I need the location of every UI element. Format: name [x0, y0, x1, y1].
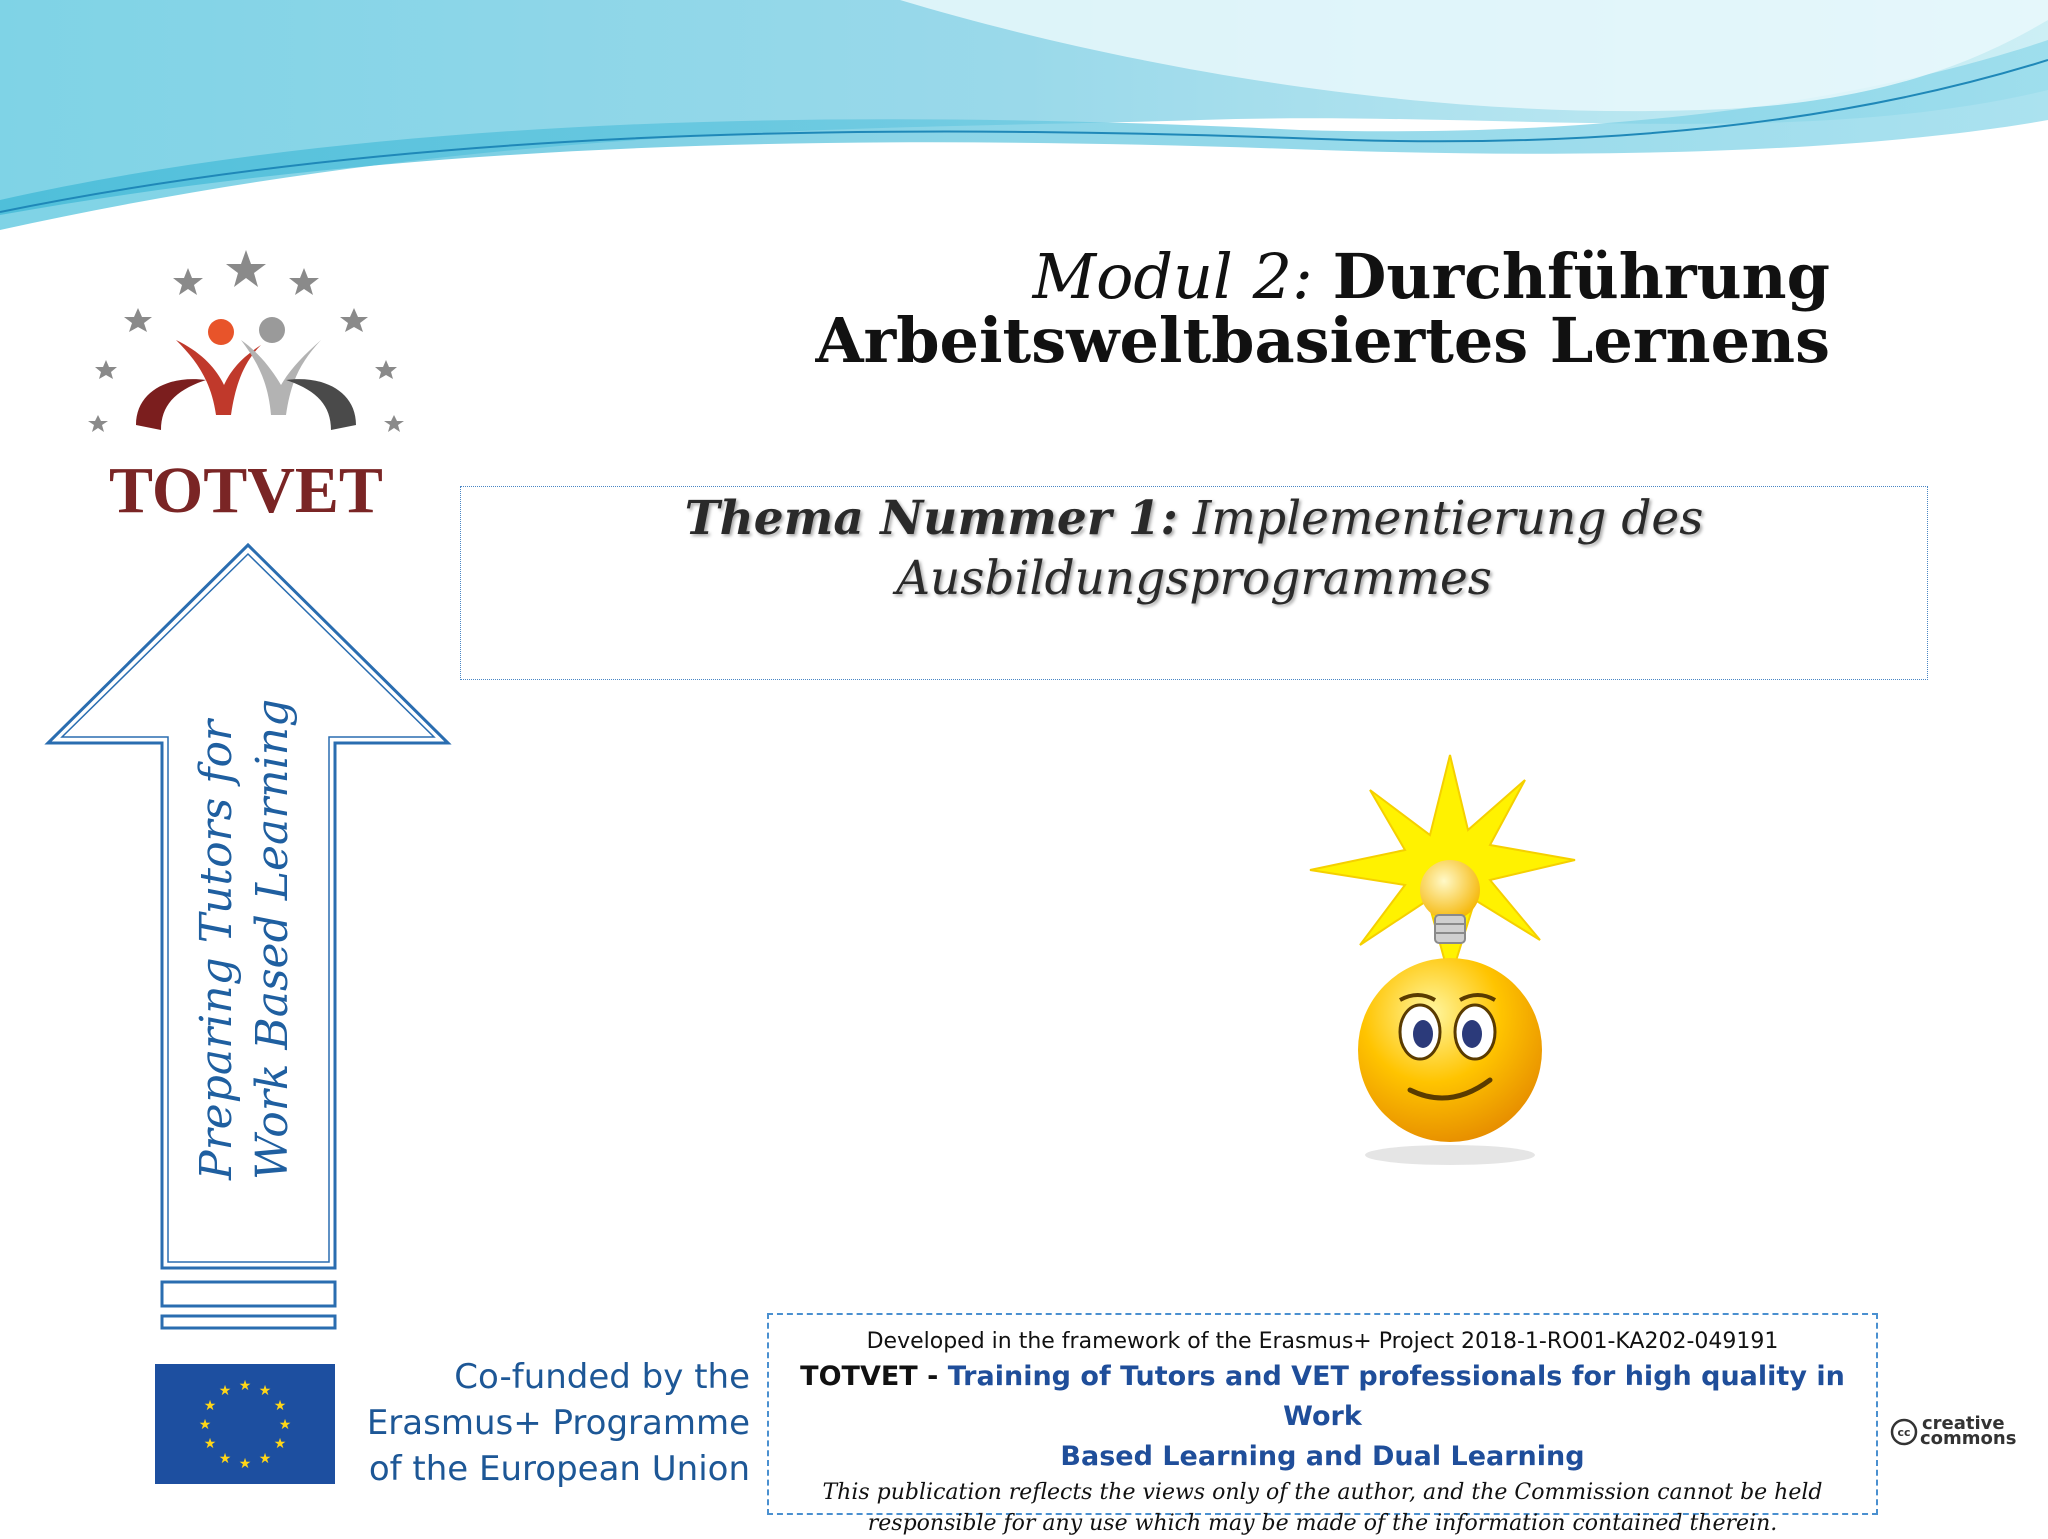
module-label: Modul 2: — [1032, 240, 1313, 313]
eu-flag-icon — [155, 1364, 335, 1484]
svg-text:★: ★ — [238, 1456, 252, 1472]
topic-name-line2: Ausbildungsprogrammes — [896, 551, 1492, 606]
tagline — [175, 698, 315, 1180]
project-desc-line2: Based Learning and Dual Learning — [1060, 1441, 1585, 1472]
developed-text: Developed in the framework of the Erasmus+ Project 2018-1-RO01-KA202-049191 — [866, 1329, 1779, 1354]
disclaimer-line2: responsible for any use which may be made of the information contained therein. — [867, 1511, 1778, 1536]
eu-cofunded-text — [360, 1354, 750, 1492]
topic-name-line1: Implementierung des — [1192, 491, 1704, 546]
tagline-line2: Work Based Learning — [247, 698, 298, 1180]
totvet-logo — [76, 240, 416, 530]
module-name-line1: Durchführung — [1332, 240, 1830, 313]
logo-text: TOTVET — [109, 454, 383, 527]
header-wave-decoration — [0, 0, 2048, 240]
svg-text:cc: cc — [1897, 1426, 1911, 1439]
svg-text:★: ★ — [258, 1451, 272, 1467]
disclaimer-line1: This publication reflects the views only of the author, and the Commission cannot be held — [822, 1480, 1823, 1505]
svg-text:★: ★ — [273, 1398, 287, 1414]
slide-title — [815, 240, 1830, 377]
svg-text:★: ★ — [258, 1383, 272, 1399]
svg-text:★: ★ — [203, 1436, 217, 1452]
lightbulb-smiley-icon — [1300, 750, 1600, 1180]
svg-text:creative: creative — [1922, 1413, 2005, 1434]
module-name-line2: Arbeitsweltbasiertes Lernens — [815, 304, 1830, 377]
svg-text:★: ★ — [203, 1398, 217, 1414]
eu-line2: Erasmus+ Programme — [366, 1403, 750, 1443]
topic-label: Thema Nummer 1: — [684, 491, 1178, 546]
svg-text:★: ★ — [278, 1417, 292, 1433]
svg-text:★: ★ — [273, 1436, 287, 1452]
svg-text:★: ★ — [218, 1451, 232, 1467]
credit-box — [767, 1313, 1878, 1536]
svg-text:★: ★ — [198, 1417, 212, 1433]
eu-line3: of the European Union — [368, 1449, 750, 1489]
topic-box — [460, 486, 1928, 680]
tagline-line1: Preparing Tutors for — [191, 720, 242, 1180]
project-title — [769, 1357, 1876, 1437]
svg-text:commons: commons — [1920, 1428, 2017, 1449]
eu-line1: Co-funded by the — [454, 1357, 750, 1397]
project-name: TOTVET - — [800, 1361, 939, 1392]
svg-text:★: ★ — [218, 1383, 232, 1399]
creative-commons-icon — [1890, 1410, 2030, 1450]
logo-stars — [88, 250, 404, 432]
svg-text:★: ★ — [238, 1378, 252, 1394]
project-desc-line1: Training of Tutors and VET professionals for high quality in Work — [947, 1361, 1845, 1432]
